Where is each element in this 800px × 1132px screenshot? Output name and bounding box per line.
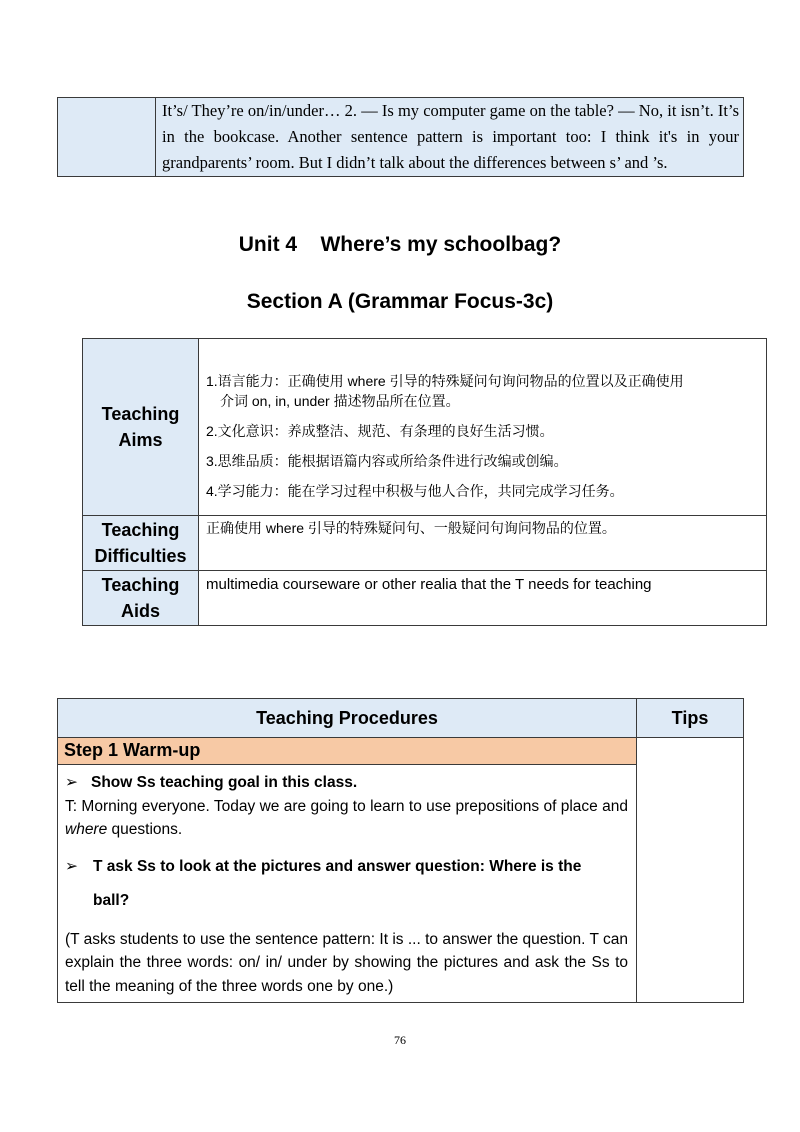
teaching-aids-content: multimedia courseware or other realia that the T needs for teaching (199, 571, 767, 626)
teaching-difficulties-label: Teaching Difficulties (83, 516, 199, 571)
aim-1: 1.语言能力：正确使用 where 引导的特殊疑问句询问物品的位置以及正确使用 介词 on, in, under 描述物品所在位置。 (206, 373, 684, 409)
tips-cell (637, 738, 744, 1003)
arrow-bullet-icon: ➢ (65, 774, 78, 791)
continuation-table (57, 97, 744, 177)
page-number: 76 (394, 1033, 406, 1047)
step-body (58, 765, 637, 1003)
bullet-1: ➢ Show Ss teaching goal in this class. (65, 771, 628, 795)
teaching-aims-label: Teaching Aims (83, 339, 199, 516)
procedures-table (57, 698, 744, 1003)
aim-2: 2.文化意识：养成整洁、规范、有条理的良好生活习惯。 (206, 423, 554, 439)
teaching-difficulties-content: 正确使用 where 引导的特殊疑问句、一般疑问句询问物品的位置。 (199, 516, 767, 571)
teaching-aims-content (199, 339, 767, 516)
procedures-header: Teaching Procedures (58, 699, 637, 738)
unit-title: Unit 4 Where’s my schoolbag? (238, 233, 562, 256)
step-title: Step 1 Warm-up (58, 738, 637, 765)
teaching-aids-label: Teaching Aids (83, 571, 199, 626)
arrow-bullet-icon: ➢ (65, 857, 78, 875)
continuation-label-cell (58, 98, 156, 177)
section-title: Section A (Grammar Focus-3c) (246, 290, 554, 313)
paragraph-1: T: Morning everyone. Today we are going to learn to use prepositions of place and where questions. (65, 797, 628, 838)
teaching-info-table (82, 338, 767, 626)
aim-4: 4.学习能力：能在学习过程中积极与他人合作，共同完成学习任务。 (206, 483, 624, 499)
bullet-2: ➢ T ask Ss to look at the pictures and answer question: Where is the ball? (65, 850, 628, 918)
tips-header: Tips (637, 699, 744, 738)
continuation-text-cell: It’s/ They’re on/in/under… 2. — Is my computer game on the table? — No, it isn’t. It’s in the bookcase. Another sentence pattern is important too: I think it's in your grandparents’ room. But I didn’t talk about the differences between s’ and ’s. (156, 98, 744, 177)
aim-3: 3.思维品质：能根据语篇内容或所给条件进行改编或创编。 (206, 453, 568, 469)
paragraph-2: (T asks students to use the sentence pattern: It is ... to answer the question. T can explain the three words: on/ in/ under by showing the pictures and ask the Ss to tell the meaning of the three words one by one.) (65, 930, 628, 995)
